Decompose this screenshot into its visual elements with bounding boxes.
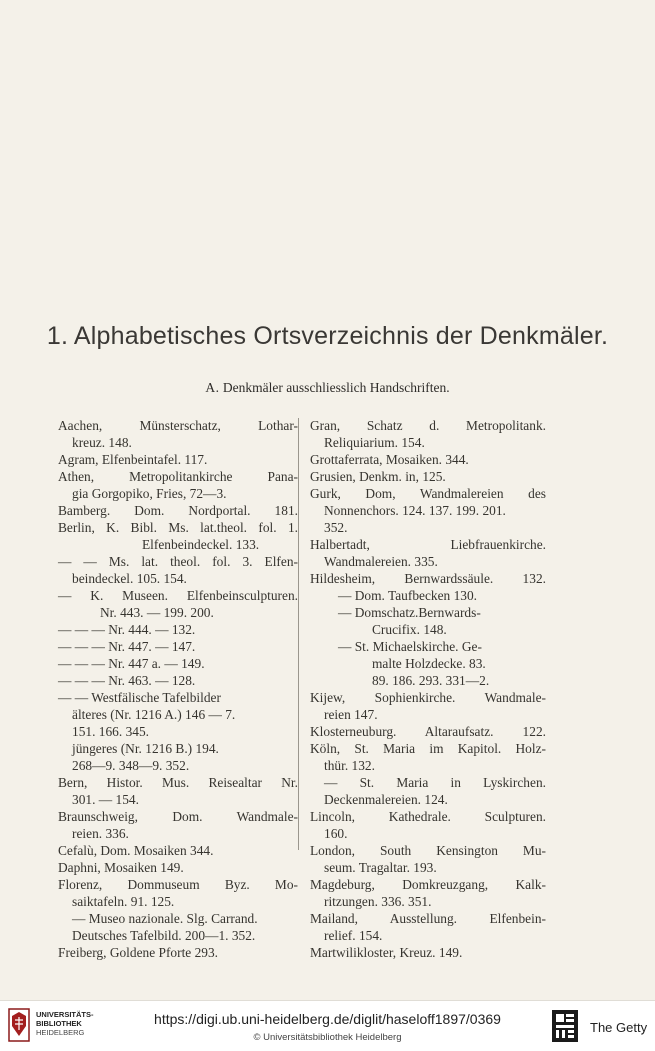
index-entry-line: Crucifix. 148. — [372, 622, 447, 637]
index-entry-line: Mailand, Ausstellung. Elfenbein- — [310, 911, 546, 926]
index-entry-line: saiktafeln. 91. 125. — [72, 894, 175, 909]
index-entry-line: Florenz, Dommuseum Byz. Mo- — [58, 877, 298, 892]
index-entry-line: 301. — 154. — [72, 792, 139, 807]
index-entry-line: Halbertadt, Liebfrauenkirche. — [310, 537, 546, 552]
index-entry-line: Gurk, Dom, Wandmalereien des — [310, 486, 546, 501]
index-entry-line: beindeckel. 105. 154. — [72, 571, 187, 586]
index-entry-line: Braunschweig, Dom. Wandmale- — [58, 809, 298, 824]
index-entry-line: Cefalù, Dom. Mosaiken 344. — [58, 843, 214, 858]
index-entry-line: 151. 166. 345. — [72, 724, 149, 739]
index-entry-line: Hildesheim, Bernwardssäule. 132. — [310, 571, 546, 586]
index-entry-line: Lincoln, Kathedrale. Sculpturen. — [310, 809, 546, 824]
page-title: 1. Alphabetisches Ortsverzeichnis der Denkmäler. — [46, 322, 609, 350]
index-entry-line: Köln, St. Maria im Kapitol. Holz- — [310, 741, 546, 756]
index-entry-line: gia Gorgopiko, Fries, 72—3. — [72, 486, 227, 501]
institution-line-3: HEIDELBERG — [36, 1028, 85, 1037]
index-entry-line: Grottaferrata, Mosaiken. 344. — [310, 452, 469, 467]
index-entry-line: Berlin, K. Bibl. Ms. lat.theol. fol. 1. — [58, 520, 298, 535]
index-column-left — [58, 417, 298, 961]
index-entry-line: — — — Nr. 444. — 132. — [58, 622, 196, 637]
column-divider — [298, 418, 299, 850]
index-entry-line: Nr. 443. — 199. 200. — [100, 605, 214, 620]
index-entry-line: Reliquiarium. 154. — [324, 435, 425, 450]
index-entry-line: thür. 132. — [324, 758, 375, 773]
copyright-notice: © Universitätsbibliothek Heidelberg — [253, 1032, 402, 1043]
index-entry-line: Agram, Elfenbeintafel. 117. — [58, 452, 208, 467]
index-entry-line: Deckenmalereien. 124. — [324, 792, 448, 807]
index-entry-line: Klosterneuburg. Altaraufsatz. 122. — [310, 724, 546, 739]
index-entry-line: Martwilikloster, Kreuz. 149. — [310, 945, 463, 960]
index-entry-line: seum. Tragaltar. 193. — [324, 860, 437, 875]
index-entry-line: Grusien, Denkm. in, 125. — [310, 469, 446, 484]
index-entry-line: — St. Michaelskirche. Ge- — [338, 639, 482, 654]
index-entry-line: Freiberg, Goldene Pforte 293. — [58, 945, 219, 960]
index-entry-line: Elfenbeindeckel. 133. — [142, 537, 260, 552]
index-entry-line: Aachen, Münsterschatz, Lothar- — [58, 418, 298, 433]
index-entry-line: — — Westfälische Tafelbilder — [58, 690, 221, 705]
index-entry-line: kreuz. 148. — [72, 435, 132, 450]
index-entry-line: Daphni, Mosaiken 149. — [58, 860, 184, 875]
index-entry-line: — — Ms. lat. theol. fol. 3. Elfen- — [58, 554, 298, 569]
index-entry-line: 268—9. 348—9. 352. — [72, 758, 190, 773]
index-entry-line: Nonnenchors. 124. 137. 199. 201. — [324, 503, 506, 518]
getty-logo-icon — [552, 1010, 578, 1042]
index-entry-line: Athen, Metropolitankirche Pana- — [58, 469, 298, 484]
index-entry-line: relief. 154. — [324, 928, 383, 943]
index-entry-line: — Domschatz.Bernwards- — [338, 605, 481, 620]
index-entry-line: — — — Nr. 447. — 147. — [58, 639, 196, 654]
institution-line-1: UNIVERSITÄTS- — [36, 1010, 94, 1019]
index-entry-line: Bern, Histor. Mus. Reisealtar Nr. — [58, 775, 298, 790]
index-entry-line: reien. 336. — [72, 826, 129, 841]
index-entry-line: — Museo nazionale. Slg. Carrand. — [72, 911, 258, 926]
section-subtitle — [0, 380, 655, 396]
index-entry-line: Wandmalereien. 335. — [324, 554, 438, 569]
index-entry-line: reien 147. — [324, 707, 378, 722]
section-letter: A. — [205, 380, 220, 395]
index-entry-line: — St. Maria in Lyskirchen. — [324, 775, 546, 790]
index-entry-line: 160. — [324, 826, 348, 841]
index-entry-line: Magdeburg, Domkreuzgang, Kalk- — [310, 877, 546, 892]
index-entry-line: Deutsches Tafelbild. 200—1. 352. — [72, 928, 256, 943]
permalink-url[interactable]: https://digi.ub.uni-heidelberg.de/diglit/haseloff1897/0369 — [154, 1011, 501, 1027]
index-entry-line: Gran, Schatz d. Metropolitank. — [310, 418, 546, 433]
index-column-right — [310, 417, 546, 961]
index-entry-line: Bamberg. Dom. Nordportal. 181. — [58, 503, 298, 518]
index-entry-line: — K. Museen. Elfenbeinsculpturen. — [58, 588, 298, 603]
index-entry-line: — — — Nr. 463. — 128. — [58, 673, 196, 688]
index-entry-line: jüngeres (Nr. 1216 B.) 194. — [72, 741, 219, 756]
index-entry-line: London, South Kensington Mu- — [310, 843, 546, 858]
index-entry-line: 89. 186. 293. 331—2. — [372, 673, 490, 688]
index-entry-line: ritzungen. 336. 351. — [324, 894, 432, 909]
index-entry-line: 352. — [324, 520, 348, 535]
index-entry-line: — Dom. Taufbecken 130. — [338, 588, 478, 603]
section-subtitle-text: Denkmäler ausschliesslich Handschriften. — [222, 380, 450, 395]
index-entry-line: älteres (Nr. 1216 A.) 146 — 7. — [72, 707, 236, 722]
partner-name: The Getty — [590, 1020, 648, 1035]
index-entry-line: Kijew, Sophienkirche. Wandmale- — [310, 690, 546, 705]
index-entry-line: malte Holzdecke. 83. — [372, 656, 486, 671]
institution-line-2: BIBLIOTHEK — [36, 1019, 82, 1028]
index-entry-line: — — — Nr. 447 a. — 149. — [58, 656, 205, 671]
